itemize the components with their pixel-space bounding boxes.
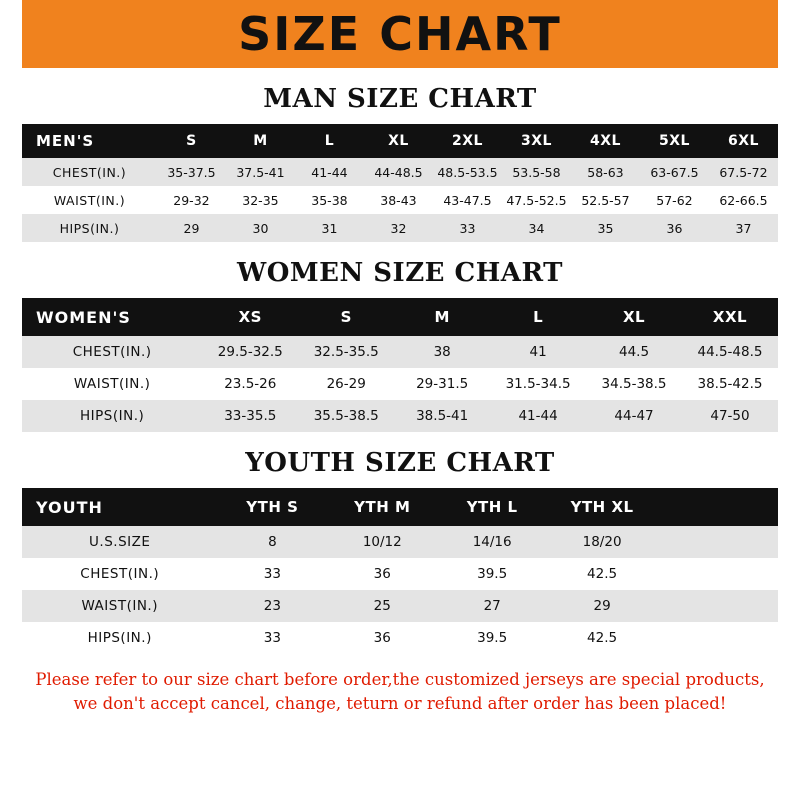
youth-chest-xl: 42.5 bbox=[547, 558, 657, 590]
men-hips-5xl: 36 bbox=[640, 214, 709, 242]
youth-col-s: YTH S bbox=[217, 488, 327, 526]
table-row bbox=[22, 400, 778, 432]
men-hips-6xl: 37 bbox=[709, 214, 778, 242]
page-title: SIZE CHART bbox=[238, 7, 562, 61]
men-hips-4xl: 35 bbox=[571, 214, 640, 242]
men-col-l: L bbox=[295, 124, 364, 158]
men-waist-4xl: 52.5-57 bbox=[571, 186, 640, 214]
youth-waist-m: 25 bbox=[327, 590, 437, 622]
women-chest-label: CHEST(IN.) bbox=[22, 336, 202, 368]
women-waist-label: WAIST(IN.) bbox=[22, 368, 202, 400]
youth-table-head bbox=[22, 488, 778, 526]
youth-waist-xl: 29 bbox=[547, 590, 657, 622]
men-table-body bbox=[22, 158, 778, 242]
men-size-table bbox=[22, 124, 778, 242]
men-chest-3xl: 53.5-58 bbox=[502, 158, 571, 186]
men-chest-s: 35-37.5 bbox=[157, 158, 226, 186]
women-hips-xs: 33-35.5 bbox=[202, 400, 298, 432]
table-header-row bbox=[22, 124, 778, 158]
women-hips-xxl: 47-50 bbox=[682, 400, 778, 432]
youth-ussize-xl: 18/20 bbox=[547, 526, 657, 558]
youth-size-table bbox=[22, 488, 778, 654]
table-header-row bbox=[22, 488, 778, 526]
men-waist-label: WAIST(IN.) bbox=[22, 186, 157, 214]
women-row-header-label: WOMEN'S bbox=[22, 298, 202, 336]
men-hips-xl: 32 bbox=[364, 214, 433, 242]
men-chest-5xl: 63-67.5 bbox=[640, 158, 709, 186]
men-col-6xl: 6XL bbox=[709, 124, 778, 158]
men-col-m: M bbox=[226, 124, 295, 158]
men-col-s: S bbox=[157, 124, 226, 158]
men-hips-label: HIPS(IN.) bbox=[22, 214, 157, 242]
men-chest-label: CHEST(IN.) bbox=[22, 158, 157, 186]
youth-chest-spacer bbox=[657, 558, 778, 590]
women-waist-l: 31.5-34.5 bbox=[490, 368, 586, 400]
youth-chest-l: 39.5 bbox=[437, 558, 547, 590]
table-row bbox=[22, 368, 778, 400]
table-row bbox=[22, 590, 778, 622]
youth-section bbox=[0, 448, 800, 654]
women-chest-s: 32.5-35.5 bbox=[298, 336, 394, 368]
youth-col-spacer bbox=[657, 488, 778, 526]
men-waist-xl: 38-43 bbox=[364, 186, 433, 214]
men-table-head bbox=[22, 124, 778, 158]
header-band bbox=[0, 0, 800, 68]
women-col-xxl: XXL bbox=[682, 298, 778, 336]
women-table-body bbox=[22, 336, 778, 432]
youth-ussize-m: 10/12 bbox=[327, 526, 437, 558]
footer-note bbox=[0, 654, 800, 716]
men-chest-2xl: 48.5-53.5 bbox=[433, 158, 502, 186]
youth-col-m: YTH M bbox=[327, 488, 437, 526]
youth-hips-label: HIPS(IN.) bbox=[22, 622, 217, 654]
youth-ussize-label: U.S.SIZE bbox=[22, 526, 217, 558]
women-hips-l: 41-44 bbox=[490, 400, 586, 432]
women-waist-xl: 34.5-38.5 bbox=[586, 368, 682, 400]
men-waist-6xl: 62-66.5 bbox=[709, 186, 778, 214]
youth-hips-s: 33 bbox=[217, 622, 327, 654]
footer-note-line-2: we don't accept cancel, change, teturn or refund after order has been placed! bbox=[73, 693, 727, 713]
men-section-title: MAN SIZE CHART bbox=[263, 84, 537, 114]
men-waist-5xl: 57-62 bbox=[640, 186, 709, 214]
youth-col-xl: YTH XL bbox=[547, 488, 657, 526]
men-hips-2xl: 33 bbox=[433, 214, 502, 242]
youth-col-l: YTH L bbox=[437, 488, 547, 526]
men-hips-s: 29 bbox=[157, 214, 226, 242]
women-hips-xl: 44-47 bbox=[586, 400, 682, 432]
youth-ussize-spacer bbox=[657, 526, 778, 558]
women-section bbox=[0, 258, 800, 432]
youth-waist-s: 23 bbox=[217, 590, 327, 622]
youth-hips-l: 39.5 bbox=[437, 622, 547, 654]
men-col-xl: XL bbox=[364, 124, 433, 158]
men-chest-4xl: 58-63 bbox=[571, 158, 640, 186]
women-col-m: M bbox=[394, 298, 490, 336]
men-col-3xl: 3XL bbox=[502, 124, 571, 158]
women-chest-xl: 44.5 bbox=[586, 336, 682, 368]
women-waist-s: 26-29 bbox=[298, 368, 394, 400]
women-col-s: S bbox=[298, 298, 394, 336]
women-waist-m: 29-31.5 bbox=[394, 368, 490, 400]
table-row bbox=[22, 336, 778, 368]
men-waist-s: 29-32 bbox=[157, 186, 226, 214]
youth-chest-label: CHEST(IN.) bbox=[22, 558, 217, 590]
men-hips-l: 31 bbox=[295, 214, 364, 242]
men-col-2xl: 2XL bbox=[433, 124, 502, 158]
youth-ussize-l: 14/16 bbox=[437, 526, 547, 558]
women-col-xs: XS bbox=[202, 298, 298, 336]
women-chest-xs: 29.5-32.5 bbox=[202, 336, 298, 368]
youth-ussize-s: 8 bbox=[217, 526, 327, 558]
men-waist-m: 32-35 bbox=[226, 186, 295, 214]
women-chest-xxl: 44.5-48.5 bbox=[682, 336, 778, 368]
footer-note-line-1: Please refer to our size chart before order,the customized jerseys are special products, bbox=[35, 670, 765, 689]
men-col-4xl: 4XL bbox=[571, 124, 640, 158]
men-hips-3xl: 34 bbox=[502, 214, 571, 242]
table-row bbox=[22, 158, 778, 186]
men-waist-3xl: 47.5-52.5 bbox=[502, 186, 571, 214]
women-col-xl: XL bbox=[586, 298, 682, 336]
men-chest-m: 37.5-41 bbox=[226, 158, 295, 186]
men-hips-m: 30 bbox=[226, 214, 295, 242]
men-chest-6xl: 67.5-72 bbox=[709, 158, 778, 186]
table-header-row bbox=[22, 298, 778, 336]
men-waist-2xl: 43-47.5 bbox=[433, 186, 502, 214]
table-row bbox=[22, 186, 778, 214]
youth-waist-spacer bbox=[657, 590, 778, 622]
youth-table-body bbox=[22, 526, 778, 654]
women-hips-label: HIPS(IN.) bbox=[22, 400, 202, 432]
table-row bbox=[22, 622, 778, 654]
men-chest-l: 41-44 bbox=[295, 158, 364, 186]
women-chest-l: 41 bbox=[490, 336, 586, 368]
table-row bbox=[22, 526, 778, 558]
women-size-table bbox=[22, 298, 778, 432]
men-chest-xl: 44-48.5 bbox=[364, 158, 433, 186]
women-waist-xs: 23.5-26 bbox=[202, 368, 298, 400]
youth-chest-m: 36 bbox=[327, 558, 437, 590]
women-hips-m: 38.5-41 bbox=[394, 400, 490, 432]
youth-waist-label: WAIST(IN.) bbox=[22, 590, 217, 622]
women-waist-xxl: 38.5-42.5 bbox=[682, 368, 778, 400]
men-col-5xl: 5XL bbox=[640, 124, 709, 158]
youth-hips-m: 36 bbox=[327, 622, 437, 654]
women-hips-s: 35.5-38.5 bbox=[298, 400, 394, 432]
youth-row-header-label: YOUTH bbox=[22, 488, 217, 526]
youth-chest-s: 33 bbox=[217, 558, 327, 590]
women-table-head bbox=[22, 298, 778, 336]
youth-waist-l: 27 bbox=[437, 590, 547, 622]
women-chest-m: 38 bbox=[394, 336, 490, 368]
youth-hips-spacer bbox=[657, 622, 778, 654]
women-col-l: L bbox=[490, 298, 586, 336]
women-section-title: WOMEN SIZE CHART bbox=[237, 258, 563, 288]
table-row bbox=[22, 558, 778, 590]
youth-section-title: YOUTH SIZE CHART bbox=[245, 448, 555, 478]
men-row-header-label: MEN'S bbox=[22, 124, 157, 158]
table-row bbox=[22, 214, 778, 242]
men-waist-l: 35-38 bbox=[295, 186, 364, 214]
men-section bbox=[0, 84, 800, 242]
youth-hips-xl: 42.5 bbox=[547, 622, 657, 654]
